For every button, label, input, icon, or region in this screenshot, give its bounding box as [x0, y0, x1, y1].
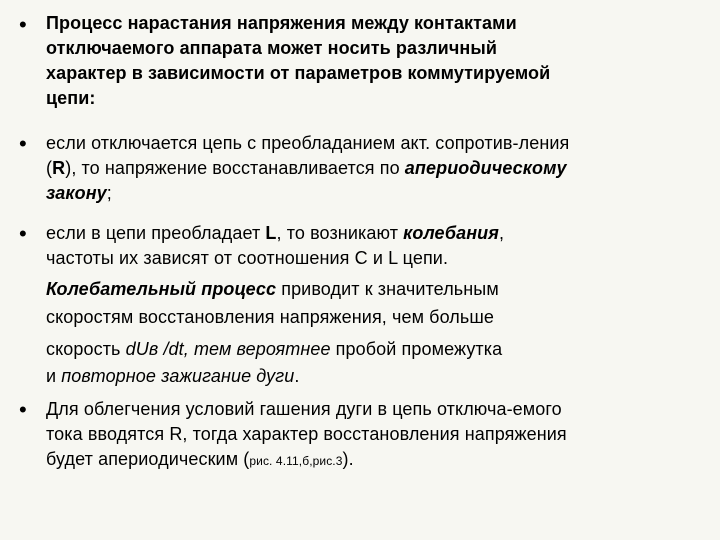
emphasis-derivative: dUв /dt, тем вероятнее: [125, 339, 331, 359]
text-line: и повторное зажигание дуги.: [46, 366, 300, 386]
emphasis-aperiodic: апериодическому: [404, 158, 567, 178]
bullet-marker: •: [19, 12, 27, 37]
emphasis-oscillatory-process: Колебательный процесс: [46, 279, 277, 299]
symbol-r: R: [52, 158, 66, 178]
text-line: будет апериодическим (рис. 4.11,б,рис.3).: [46, 449, 354, 469]
bullet-marker: •: [19, 221, 27, 246]
figure-reference: рис. 4.11,б,рис.3: [249, 454, 343, 468]
text-line: скорость dUв /dt, тем вероятнее пробой промежутка: [46, 339, 503, 359]
emphasis-oscillations: колебания: [403, 223, 499, 243]
bullet-1-text: [46, 11, 712, 111]
emphasis-reignition: повторное зажигание дуги: [61, 366, 295, 386]
text-line: если отключается цепь с преобладанием акт. сопротив-ления: [46, 133, 570, 153]
text-line: Колебательный процесс приводит к значительным: [46, 279, 499, 299]
bullet-marker: •: [19, 397, 27, 422]
text-line: закону;: [46, 183, 112, 203]
text-line: скоростям восстановления напряжения, чем больше: [46, 307, 495, 327]
text-line: (R), то напряжение восстанавливается по апериодическому: [46, 158, 567, 178]
text-line: отключаемого аппарата может носить различный: [46, 38, 498, 58]
text-line: частоты их зависят от соотношения С и L цепи.: [46, 248, 449, 268]
text-line: Для облегчения условий гашения дуги в цепь отключа-емого: [46, 399, 562, 419]
bullet-3-text: [46, 221, 712, 389]
bullet-4-text: [46, 397, 712, 474]
text-line: тока вводятся R, тогда характер восстановления напряжения: [46, 424, 567, 444]
text-line: цепи:: [46, 88, 96, 108]
text-line: Процесс нарастания напряжения между контактами: [46, 13, 517, 33]
bullet-2-text: [46, 131, 712, 206]
emphasis-law: закону: [46, 183, 107, 203]
text-line: характер в зависимости от параметров коммутируемой: [46, 63, 551, 83]
symbol-l: L: [265, 223, 277, 243]
text-line: если в цепи преобладает L, то возникают колебания,: [46, 223, 505, 243]
bullet-marker: •: [19, 131, 27, 156]
